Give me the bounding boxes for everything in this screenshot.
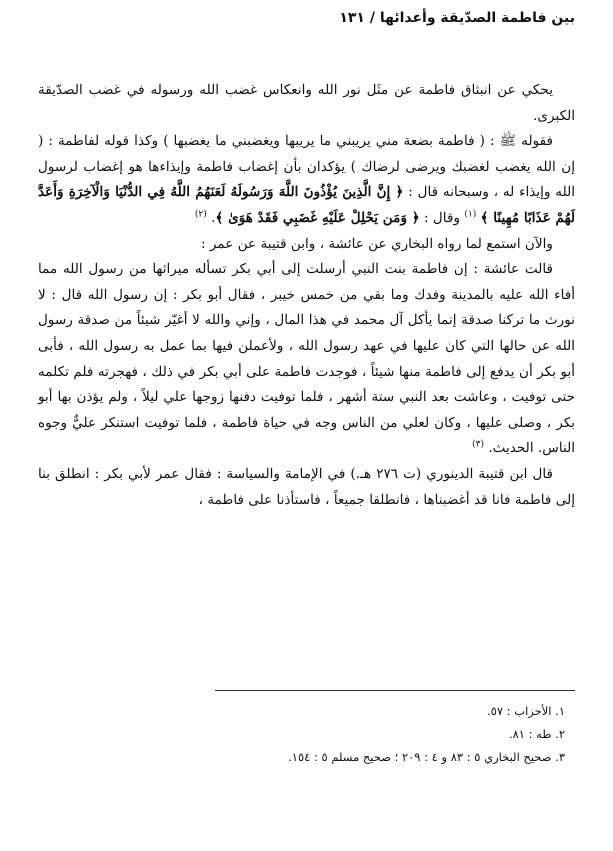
paragraph-4-text: قالت عائشة : إن فاطمة بنت النبي أرسلت إلى أبي بكر تسأله ميراثها من رسول الله مما أفاء الله عليه بالمدينة وفدك وما بقي من خمس خيبر ، فقال أبو بكر : إن رسول الله قال : لا نورث ما تركنا صدقة إنما يأكل آل محمد في هذا المال ، وإني والله لا أغيّر شيئاً من صدقة رسول الله عن حالها التي كان عليها في عهد رسول الله ، ولأعملن فيها بما عمل به رسول الله ، فأبى أبو بكر أن يدفع إلى فاطمة منها شيئاً ، فوجدت فاطمة على أبي بكر في ذلك ، فهجرته فلم تكلمه حتى توفيت ، وعاشت بعد النبي ستة أشهر ، فلما توفيت دفنها زوجها علي ليلاً ، ولم يؤذن بها أبو بكر ، وصلى عليها ، وكان لعلي من الناس وجه في حياة فاطمة ، فلما توفيت استنكر عليٌّ وجوه الناس. الحديث. bbox=[38, 261, 575, 457]
main-text bbox=[38, 78, 575, 513]
footnote-ref-1: (١) bbox=[464, 209, 477, 220]
footnote-ref-3: (٣) bbox=[472, 439, 484, 450]
quran-verse-taha: ﴿ وَمَن يَحْلِلْ عَلَيْهِ غَضَبِي فَقَدْ هَوَىٰ ﴾ bbox=[215, 209, 420, 226]
paragraph-4 bbox=[38, 257, 575, 462]
footnote-divider bbox=[215, 690, 575, 691]
footnote-ref-2: (٢) bbox=[194, 209, 207, 220]
paragraph-3: والآن استمع لما رواه البخاري عن عائشة ، وابن قتيبة عن عمر : bbox=[201, 235, 553, 252]
paragraph-2-text-b: وقال : bbox=[419, 209, 465, 226]
paragraph-2-text-c: . bbox=[211, 209, 216, 226]
running-header: بين فاطمة الصدّيقة وأعدائها / ١٣١ bbox=[339, 10, 575, 26]
footnote-1: ١. الأحزاب : ٥٧. bbox=[487, 704, 565, 718]
paragraph-5: قال ابن قتيبة الدينوري (ت ٢٧٦ هـ.) في الإمامة والسياسة : فقال عمر لأبي بكر : انطلق بنا إلى فاطمة فانا قد أغضبناها ، فانطلقا جميعاً ، فاستأذنا على فاطمة ، bbox=[38, 465, 575, 508]
footnote-3: ٣. صحيح البخاري ٥ : ٨٣ و ٤ : ٢٠٩ ؛ صحيح مسلم ٥ : ١٥٤. bbox=[288, 750, 565, 764]
paragraph-1: يحكي عن انبثاق فاطمة عن مثَل نور الله وانعكاس غضب الله ورسوله في غضب الصدّيقة الكبرى. bbox=[38, 82, 575, 124]
paragraph-2-text-a: فقوله ﷺ : ( فاطمة بضعة مني يريبني ما يريبها ويغضبني ما يغضبها ) وكذا قوله لفاطمة : ( إن الله يغضب لغضبك ويرضى لرضاك ) يؤكدان بأن إغضاب فاطمة وإيذاءها هو إغضاب لرسول الله وإيذاء له ، وسبحانه قال : bbox=[38, 133, 575, 201]
paragraph-2 bbox=[38, 129, 575, 231]
footnote-2: ٢. طه : ٨١. bbox=[508, 727, 565, 741]
footnotes bbox=[45, 700, 565, 769]
quran-verse-ahzab: ﴿ إِنَّ الَّذِينَ يُؤْذُونَ اللَّهَ وَرَسُولَهُ لَعَنَهُمُ اللَّهُ فِي الدُّنْيَا وَالْآخِرَةِ وَأَعَدَّ لَهُمْ عَذَابًا مُهِينًا ﴾ bbox=[38, 184, 575, 226]
